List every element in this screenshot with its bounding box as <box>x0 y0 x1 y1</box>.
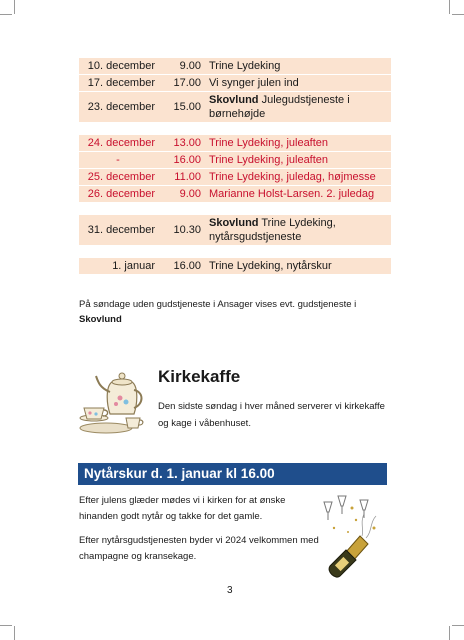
schedule-date: 17. december <box>79 75 163 92</box>
schedule-row <box>79 169 391 186</box>
schedule-description <box>205 135 391 152</box>
schedule-time: 17.00 <box>163 75 205 92</box>
schedule-description <box>205 92 391 123</box>
nytaarskur-banner: Nytårskur d. 1. januar kl 16.00 <box>78 463 387 485</box>
schedule-gap-cell <box>79 203 391 215</box>
schedule-description <box>205 58 391 75</box>
schedule-text: Marianne Holst-Larsen. 2. juledag <box>209 188 375 200</box>
schedule-date: 23. december <box>79 92 163 123</box>
schedule-description <box>205 186 391 203</box>
schedule-time: 13.00 <box>163 135 205 152</box>
crop-mark <box>14 626 15 640</box>
schedule-row <box>79 92 391 123</box>
schedule-text: Trine Lydeking, juleaften <box>209 154 329 166</box>
schedule-note <box>79 297 399 327</box>
schedule-description <box>205 215 391 246</box>
schedule-time: 16.00 <box>163 258 205 275</box>
note-line-2: Skovlund <box>79 314 122 325</box>
kirkekaffe-title: Kirkekaffe <box>158 367 241 386</box>
service-schedule-table <box>79 57 391 274</box>
schedule-gap <box>79 246 391 258</box>
schedule-time: 9.00 <box>163 186 205 203</box>
schedule-description <box>205 169 391 186</box>
schedule-text: Trine Lydeking, nytårskur <box>209 260 332 272</box>
schedule-row <box>79 215 391 246</box>
schedule-row <box>79 258 391 275</box>
crop-mark <box>449 0 450 14</box>
schedule-date: - <box>79 152 163 169</box>
schedule-text: Trine Lydeking <box>209 60 281 72</box>
schedule-place: Skovlund <box>209 217 259 229</box>
crop-mark <box>14 0 15 14</box>
schedule-description <box>205 152 391 169</box>
schedule-row <box>79 135 391 152</box>
crop-mark <box>452 14 464 15</box>
schedule-time: 11.00 <box>163 169 205 186</box>
schedule-row <box>79 152 391 169</box>
schedule-time: 9.00 <box>163 58 205 75</box>
schedule-time: 15.00 <box>163 92 205 123</box>
schedule-gap-cell <box>79 246 391 258</box>
page-number: 3 <box>227 585 233 596</box>
crop-mark <box>452 625 464 626</box>
schedule-text: Trine Lydeking, nytårsgudstjeneste <box>209 217 336 243</box>
schedule-date: 31. december <box>79 215 163 246</box>
nytaarskur-paragraph-1: Efter julens glæder mødes vi i kirken for at ønske hinanden godt nytår og takke for det gamle. <box>79 495 286 522</box>
schedule-text: Julegudstjeneste i børnehøjde <box>209 94 350 120</box>
schedule-time: 16.00 <box>163 152 205 169</box>
schedule-text: Trine Lydeking, juleaften <box>209 137 329 149</box>
schedule-date: 1. januar <box>79 258 163 275</box>
kirkekaffe-text: Den sidste søndag i hver måned serverer vi kirkekaffe og kage i våbenhuset. <box>158 401 385 429</box>
crop-mark <box>449 626 450 640</box>
crop-mark <box>0 625 12 626</box>
schedule-row <box>79 75 391 92</box>
schedule-date: 25. december <box>79 169 163 186</box>
schedule-gap <box>79 123 391 135</box>
schedule-gap-cell <box>79 123 391 135</box>
schedule-description <box>205 75 391 92</box>
crop-mark <box>0 14 12 15</box>
schedule-description <box>205 258 391 275</box>
nytaarskur-paragraph-2: Efter nytårsgudstjenesten byder vi 2024 velkommen med champagne og kransekage. <box>79 535 319 562</box>
schedule-place: Skovlund <box>209 94 259 106</box>
note-line-1: På søndage uden gudstjeneste i Ansager vises evt. gudstjeneste i <box>79 299 357 310</box>
schedule-time: 10.30 <box>163 215 205 246</box>
schedule-row <box>79 58 391 75</box>
schedule-text: Vi synger julen ind <box>209 77 299 89</box>
schedule-gap <box>79 203 391 215</box>
champagne-bottle-icon <box>316 492 382 588</box>
schedule-date: 24. december <box>79 135 163 152</box>
schedule-text: Trine Lydeking, juledag, højmesse <box>209 171 376 183</box>
schedule-date: 10. december <box>79 58 163 75</box>
schedule-date: 26. december <box>79 186 163 203</box>
schedule-row <box>79 186 391 203</box>
coffee-set-icon <box>76 362 152 438</box>
